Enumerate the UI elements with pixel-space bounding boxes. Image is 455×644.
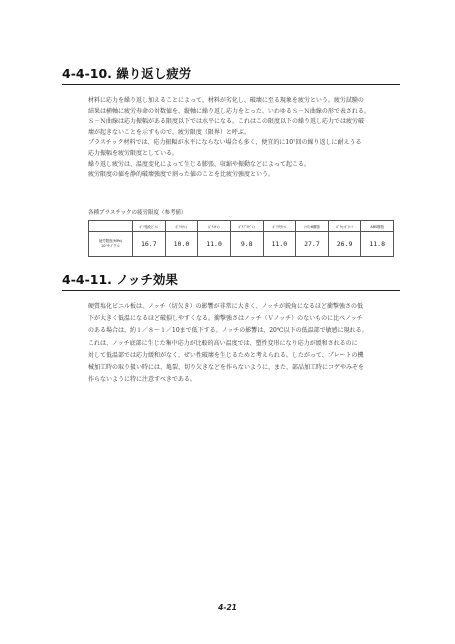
table-value-cell: 16.7 [133, 232, 166, 257]
text-line: Ｓ－Ｎ曲線は応力振幅がある限度以下では水平になる。これはこの限度以下の繰り返し応力では疲労破 [88, 118, 365, 126]
text-line: これは、ノッチ底部に生じた集中応力が比較的高い温度では、塑性変形になり応力が緩和されるのに [88, 339, 358, 347]
table-value-cell: 27.7 [296, 232, 329, 257]
section-heading-fatigue: 4-4-10. 繰り返し疲労 [62, 66, 400, 85]
table-header-cell: ﾎﾟﾘｴﾁﾚﾝ [198, 221, 231, 232]
row-label-line: 10⁷サイクル [101, 244, 120, 248]
table-row [89, 232, 394, 257]
fatigue-limit-table [88, 220, 394, 257]
table-header-cell: ﾎﾟﾘｱｾﾀｰﾙ [263, 221, 296, 232]
text-line: 下が大きく低温になるほど破損しやすくなる。衝撃強さはノッチ（Ｖノッチ）のないものに比べノッチ [88, 315, 363, 323]
row-label-cell [89, 232, 133, 257]
fatigue-paragraph [88, 96, 394, 181]
text-line: 材料に応力を繰り返し加えることによって、材料が劣化し、破壊に至る現象を疲労という。疲労試験の [88, 97, 364, 104]
table-header-cell: ﾎﾟﾘｶｰﾎﾞﾈｰﾄ [328, 221, 361, 232]
table-header-cell: ABS樹脂 [361, 221, 394, 232]
table-header-cell: ﾎﾟﾘ塩化ﾋﾞﾆﾙ [133, 221, 166, 232]
text-line: 繰り返し疲労は、温度変化によって生じる膨張、収縮や振動などによって起こる。 [88, 160, 311, 168]
text-line: 対して低温部では応力緩和がなく、ぜい性破壊を生じるためと考えられる。したがって、プレートの機 [88, 351, 364, 359]
table-value-cell: 11.8 [361, 232, 394, 257]
table-header-row [89, 221, 394, 232]
text-line: のある場合は、約１／８～１／10まで低下する。ノッチの影響は、20℃以下の低温部で敏感に現れる。 [88, 327, 368, 335]
table-value-cell: 9.8 [230, 232, 263, 257]
text-line: 硬質塩化ビニル板は、ノッチ（切欠き）の影響が非常に大きく、ノッチが鋭角になるほど衝撃強さの低 [88, 303, 364, 310]
table-header-cell [89, 221, 133, 232]
table-header-cell: ﾎﾟﾘﾌﾟﾛﾋﾟﾚﾝ [230, 221, 263, 232]
table-value-cell: 11.0 [263, 232, 296, 257]
text-line: プラスチック材料では、応力振幅が水平にならない場合も多く、便宜的に10⁷回の繰り返しに耐えうる [88, 139, 362, 147]
text-line: 応力振幅を疲労限度としている。 [88, 149, 179, 157]
table-value-cell: 10.0 [165, 232, 198, 257]
row-label-line: 疲労限度(MPa) [98, 239, 123, 243]
table-value-cell: 11.0 [198, 232, 231, 257]
text-line: 疲労限度の値を静的破壊強度で割った値のことを比疲労強度という。 [88, 171, 275, 179]
text-line: 作らないように特に注意すべきである。 [88, 376, 196, 384]
text-line: 壊が起きないことを示すもので、疲労限度（限界）と呼ぶ。 [88, 128, 251, 136]
page-number: 4-21 [218, 603, 237, 612]
section-heading-notch-effect: 4-4-11. ノッチ効果 [62, 272, 400, 291]
table-value-cell: 26.9 [328, 232, 361, 257]
table-header-cell: ﾅｲﾛﾝ6樹脂 [296, 221, 329, 232]
notch-effect-paragraph [88, 301, 394, 386]
text-line: 械加工時の取り扱い時には、亀裂、切り欠きなどを作らないように、また、部品加工時にコゲやみぞを [88, 364, 365, 372]
table-header-cell: ﾎﾟﾘｽﾁﾚﾝ [165, 221, 198, 232]
table-caption: 各種プラスチックの疲労限度（参考値） [88, 210, 187, 216]
text-line: 結果は横軸に疲労寿命の対数値を、縦軸に繰り返し応力をとった、いわゆるＳ－Ｎ曲線の形で表される。 [88, 107, 370, 115]
